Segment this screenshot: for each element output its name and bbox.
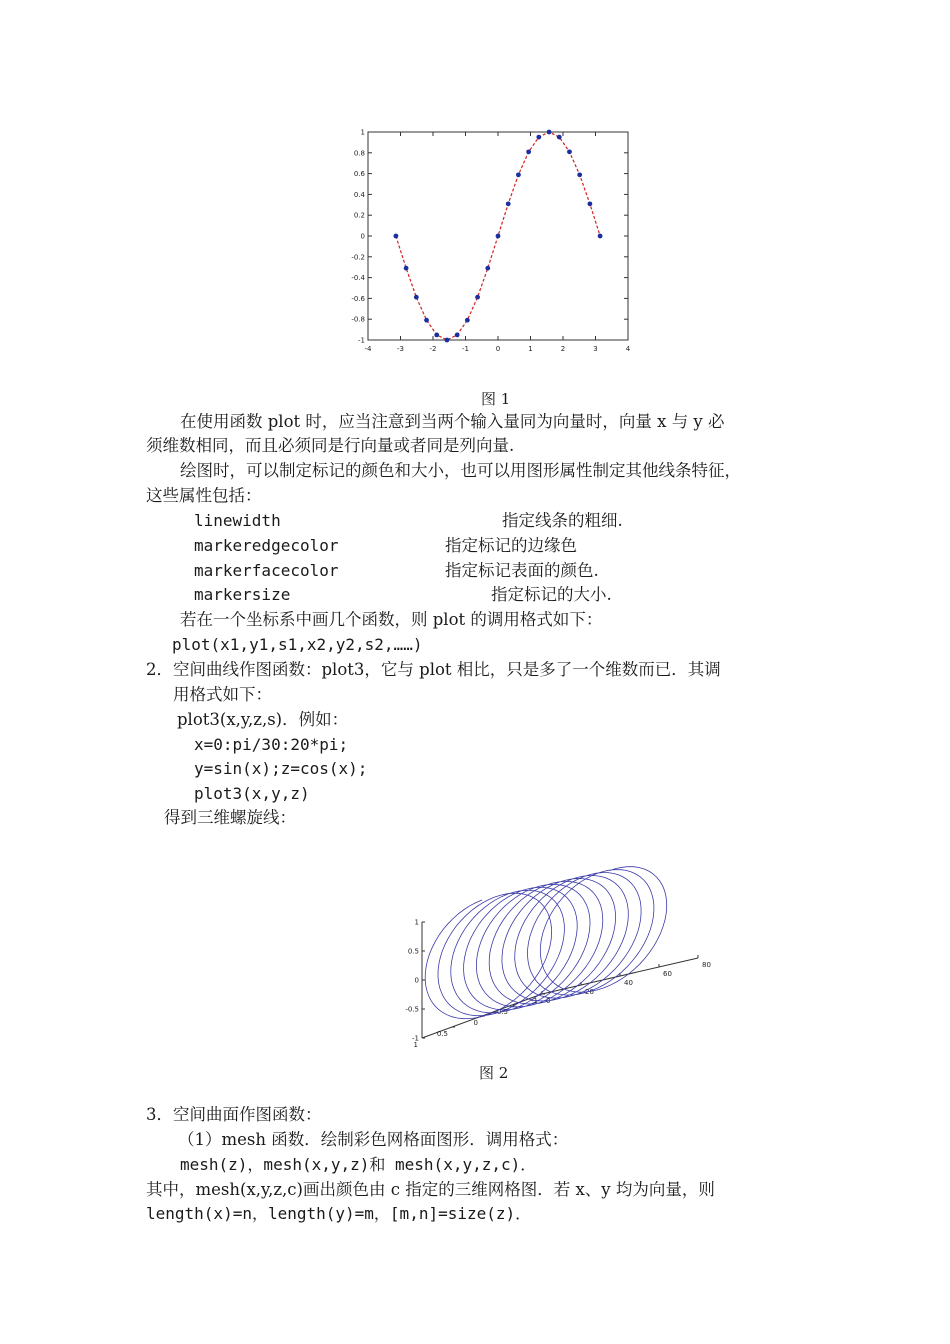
y-tick-label: 0.5 [436, 1030, 448, 1038]
property-desc: 指定标记表面的颜色. [445, 561, 599, 580]
code-line-1: x=0:pi/30:20*pi; [194, 735, 349, 754]
data-marker [536, 135, 541, 140]
x-tick-label: -4 [364, 345, 372, 353]
y-tick-label: -1 [358, 336, 365, 345]
property-desc: 指定线条的粗细. [502, 511, 623, 530]
helix-line [425, 867, 667, 1019]
property-name: markersize [194, 585, 291, 604]
z-tick-label: 0.5 [407, 947, 419, 956]
data-marker [475, 295, 480, 300]
y-tick-label: -0.4 [351, 274, 365, 283]
y-tick-label: 0 [473, 1019, 478, 1027]
y-tick-label: 0.4 [353, 190, 365, 199]
y-tick-label: 0.2 [353, 211, 365, 220]
x-tick-label: 3 [593, 345, 598, 353]
data-marker [547, 130, 552, 135]
x-tick-label: -2 [429, 345, 437, 353]
data-marker [445, 338, 450, 343]
x-tick-label: 40 [624, 979, 633, 987]
figure-2-caption: 图 2 [479, 1064, 509, 1082]
data-marker [393, 234, 398, 239]
paragraph-2-line-2: 这些属性包括： [146, 486, 262, 505]
code-line-2: y=sin(x);z=cos(x); [194, 759, 368, 778]
data-marker [465, 318, 470, 323]
data-marker [557, 135, 562, 140]
paragraph-2-line-1: 绘图时，可以制定标记的颜色和大小，也可以用图形属性制定其他线条特征， [180, 461, 741, 480]
x-tick-label: 20 [585, 988, 594, 996]
y-tick-label: 1 [360, 128, 365, 137]
y-tick-label: -0.2 [351, 253, 365, 262]
figure-1-caption: 图 1 [481, 390, 511, 408]
section-3-line-1: （1）mesh 函数．绘制彩色网格面图形．调用格式： [178, 1130, 569, 1149]
data-marker [496, 234, 501, 239]
plot-call-format: plot(x1,y1,s1,x2,y2,s2,……) [172, 635, 423, 654]
z-tick-label: -1 [412, 1034, 419, 1043]
y-tick-label: 1 [413, 1041, 418, 1049]
x-tick-label: 4 [625, 345, 631, 353]
y-tick-label: -0.6 [351, 294, 365, 303]
data-marker [598, 234, 603, 239]
section-3-line-2: mesh(z)，mesh(x,y,z)和 mesh(x,y,z,c)． [180, 1155, 537, 1174]
helix-3d-figure [340, 848, 711, 1049]
y-tick-label: 0 [360, 232, 365, 241]
x-tick-label: 1 [528, 345, 533, 353]
x-tick-label: -1 [462, 345, 469, 353]
data-marker [455, 333, 460, 338]
y-tick-label: 0.6 [353, 170, 365, 179]
section-2-line-1: 2．空间曲线作图函数：plot3，它与 plot 相比，只是多了一个维数而已．其调 [146, 660, 721, 679]
section-3-title: 3．空间曲面作图函数： [146, 1105, 322, 1124]
data-marker [587, 201, 592, 206]
paragraph-1-line-2: 须维数相同，而且必须同是行向量或者同是列向量. [146, 436, 515, 455]
data-marker [485, 266, 490, 271]
data-marker [577, 172, 582, 177]
property-desc: 指定标记的边缘色 [445, 536, 577, 555]
x-tick-label: 80 [702, 961, 711, 969]
section-3-line-4: length(x)=n，length(y)=m，[m,n]=size(z)． [146, 1204, 532, 1223]
paragraph-1-line-1: 在使用函数 plot 时，应当注意到当两个输入量同为向量时，向量 x 与 y 必 [180, 412, 725, 431]
z-tick-label: -0.5 [405, 1005, 419, 1014]
code-line-3: plot3(x,y,z) [194, 784, 310, 803]
sine-plot-figure [340, 120, 640, 356]
x-tick-label: 2 [560, 345, 566, 353]
z-tick-label: 0 [414, 976, 419, 985]
y-tick-label: -0.8 [351, 315, 365, 324]
property-desc: 指定标记的大小. [491, 585, 612, 604]
section-2-line-2: 用格式如下： [173, 685, 272, 704]
property-name: markerfacecolor [194, 561, 339, 580]
data-marker [434, 333, 439, 338]
y-tick-label: 0.8 [353, 149, 365, 158]
y-tick-label: -0.5 [494, 1008, 508, 1016]
data-marker [414, 295, 419, 300]
x-tick-label: -3 [397, 345, 404, 353]
data-marker [404, 266, 409, 271]
property-name: markeredgecolor [194, 536, 339, 555]
data-marker [516, 172, 521, 177]
x-tick-label: 60 [663, 970, 672, 978]
y-tick-label: -1 [531, 997, 538, 1005]
section-3-line-3: 其中，mesh(x,y,z,c)画出颜色由 c 指定的三维网格图．若 x、y 均为向量，则 [146, 1180, 715, 1199]
data-marker [567, 149, 572, 154]
data-marker [526, 149, 531, 154]
x-tick-label: 0 [495, 345, 501, 353]
helix-intro: 得到三维螺旋线： [164, 808, 296, 827]
x-tick-label: 0 [546, 997, 551, 1005]
plot3-format: plot3(x,y,z,s)．例如： [177, 710, 349, 729]
data-marker [424, 318, 429, 323]
z-tick-label: 1 [414, 918, 419, 927]
paragraph-3: 若在一个坐标系中画几个函数，则 plot 的调用格式如下： [180, 610, 603, 629]
data-marker [506, 201, 511, 206]
property-name: linewidth [194, 511, 281, 530]
